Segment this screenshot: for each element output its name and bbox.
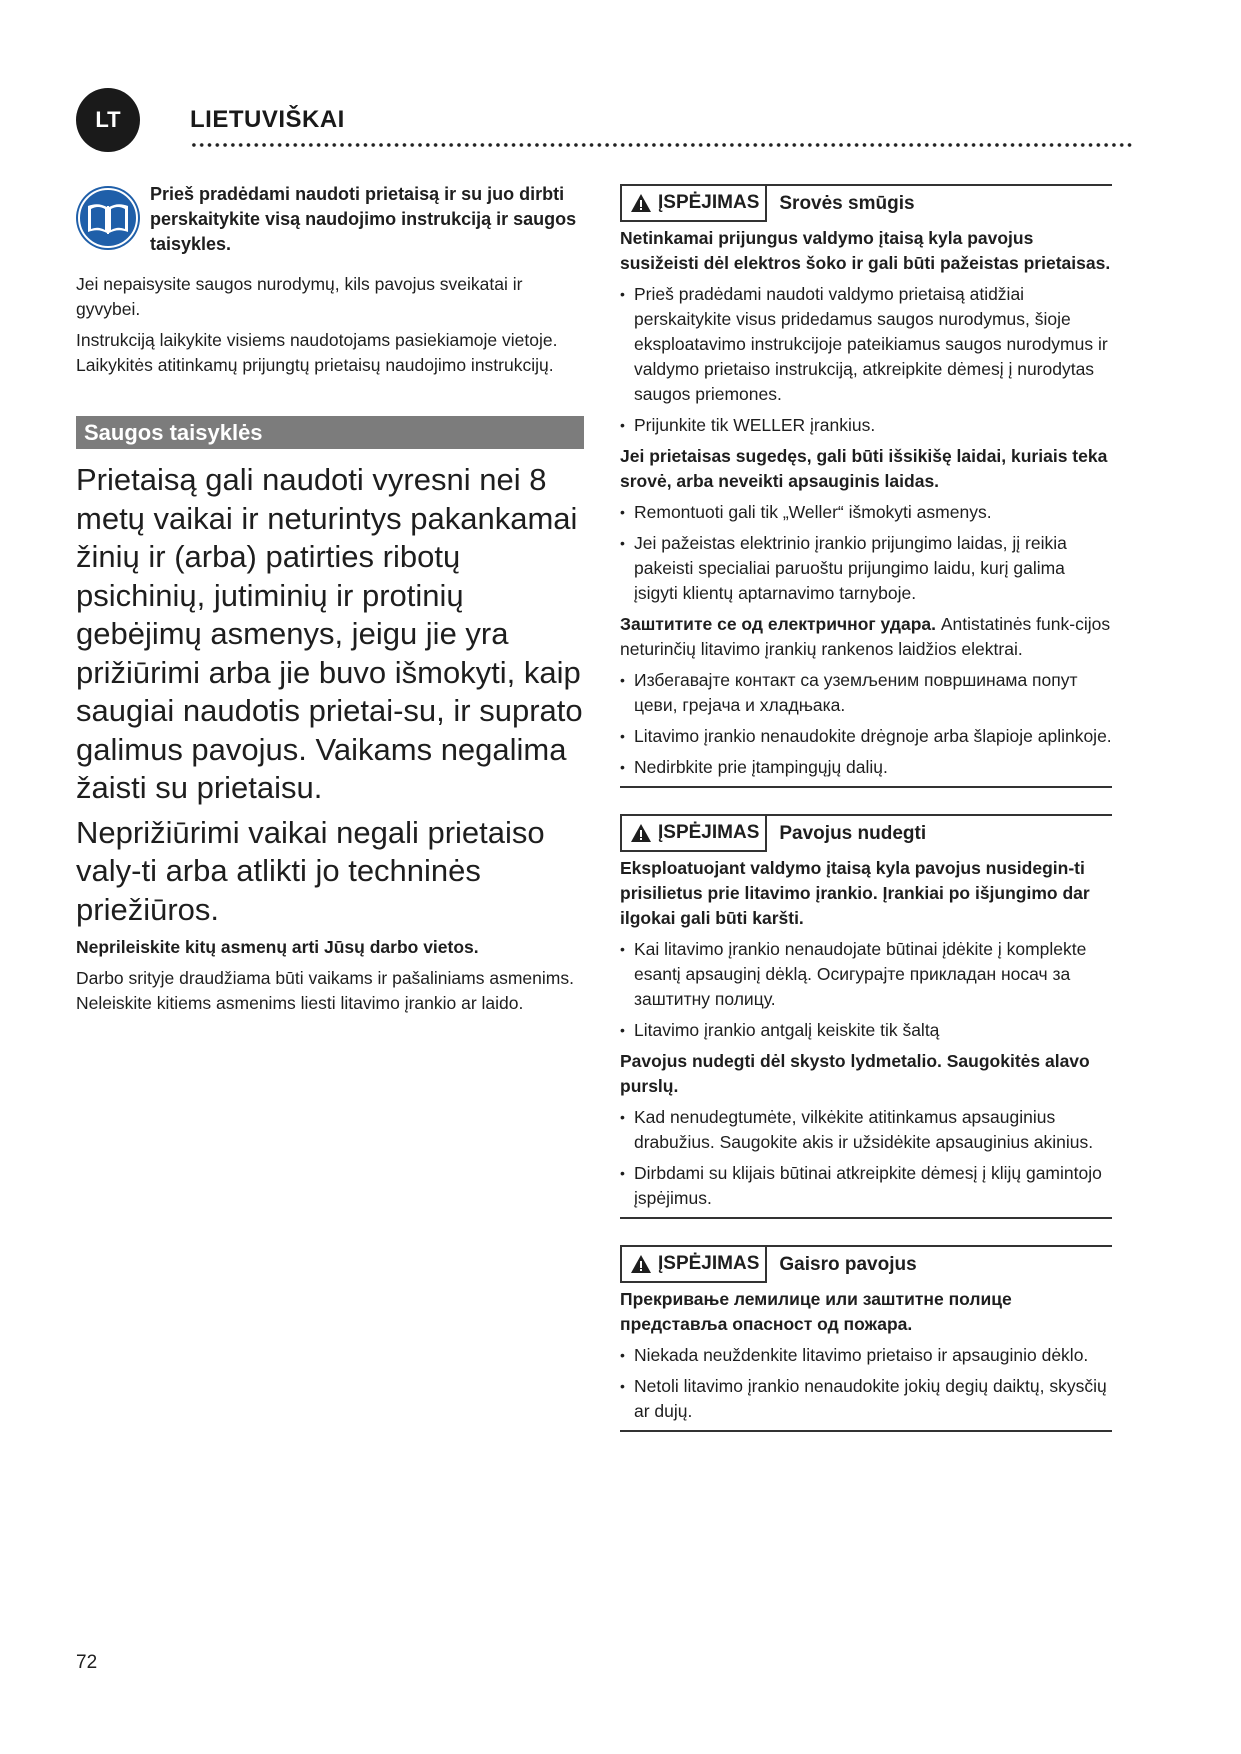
warning-subheading: Jei prietaisas sugedęs, gali būti išsikišę laidai, kuriais teka srovė, arba neveikti apsauginis laidas.: [620, 446, 1108, 491]
section-heading: Saugos taisyklės: [76, 416, 584, 449]
warning-label-text: ĮSPĖJIMAS: [658, 192, 760, 213]
language-badge: LT: [76, 88, 140, 152]
page-title: LIETUVIŠKAI: [190, 106, 345, 133]
warning-header: [620, 814, 1112, 852]
list-item: • Remontuoti gali tik „Weller“ išmokyti asmenys.: [620, 500, 1112, 525]
safety-closing-paragraph: Darbo srityje draudžiama būti vaikams ir pašaliniams asmenims. Neleiskite kitiems asmenims liesti litavimo įrankio ar laido.: [76, 968, 574, 1013]
warning-bullets: [620, 1105, 1112, 1211]
warning-hazard: Gaisro pavojus: [779, 1254, 917, 1275]
list-item: • Dirbdami su klijais būtinai atkreipkite dėmesį į klijų gamintojo įspėjimus.: [620, 1161, 1112, 1211]
warning-bullets: [620, 500, 1112, 606]
list-item: • Jei pažeistas elektrinio įrankio prijungimo laidas, jį reikia pakeisti specialiai paruoštu prijungimo laidu, kurį galima įsigyti klientų aptarnavimo tarnyboje.: [620, 531, 1112, 606]
warning-triangle-icon: [630, 193, 652, 213]
warning-triangle-icon: [630, 1254, 652, 1274]
warning-label: [620, 1247, 767, 1283]
warning-box-bottom-rule: [620, 1430, 1112, 1432]
list-item: • Prijunkite tik WELLER įrankius.: [620, 413, 1112, 438]
warning-lead: Eksploatuojant valdymo įtaisą kyla pavojus nusidegin-ti prisilietus prie litavimo įrankio. Įrankiai po išjungimo dar ilgokai gali būti karšti.: [620, 858, 1090, 928]
warning-triangle-icon: [630, 823, 652, 843]
warning-box-bottom-rule: [620, 1217, 1112, 1219]
warning-bullets: [620, 937, 1112, 1043]
read-note-text: Prieš pradėdami naudoti prietaisą ir su juo dirbti perskaitykite visą naudojimo instrukciją ir saugos taisykles.: [150, 184, 577, 254]
warning-header: [620, 1245, 1112, 1283]
warning-label: [620, 186, 767, 222]
warning-mixed-paragraph: [620, 612, 1112, 662]
safety-paragraph: Neprižiūrimi vaikai negali prietaiso valy-ti arba atlikti jo techninės priežiūros.: [76, 814, 545, 927]
page-number: 72: [76, 1652, 98, 1673]
warning-label-text: ĮSPĖJIMAS: [658, 1253, 760, 1274]
warning-box-electric-shock: [620, 184, 1112, 788]
safety-bold-note: Neprileiskite kitų asmenų arti Jūsų darbo vietos.: [76, 937, 479, 957]
left-column: [76, 182, 584, 1016]
list-item: • Niekada neuždenkite litavimo prietaiso ir apsauginio dėklo.: [620, 1343, 1112, 1368]
warning-box-burn: [620, 814, 1112, 1219]
warning-bullets: [620, 1343, 1112, 1424]
safety-paragraph: Prietaisą gali naudoti vyresni nei 8 metų vaikai ir neturintys pakankamai žinių ir (arba) patirties ribotų psichinių, jutiminių ir protinių gebėjimų asmenys, jeigu jie yra prižiūrimi arba jie buvo išmokyti, kaip saugiai naudotis prietai-su, ir suprato galimus pavojus. Vaikams negalima žaisti su prietaisu.: [76, 462, 583, 805]
warning-label: [620, 816, 767, 852]
read-instructions-note: [76, 182, 584, 266]
list-item: • Netoli litavimo įrankio nenaudokite jokių degių daiktų, skysčių ar dujų.: [620, 1374, 1112, 1424]
warning-lead: Netinkamai prijungus valdymo įtaisą kyla pavojus susižeisti dėl elektros šoko ir gali būti pažeistas prietaisas.: [620, 228, 1111, 273]
warning-lead: Прекривање лемилице или заштитне полице представља опасност од пожара.: [620, 1289, 1012, 1334]
warning-header: [620, 184, 1112, 222]
list-item: • Kad nenudegtumėte, vilkėkite atitinkamus apsauginius drabužius. Saugokite akis ir užsidėkite apsauginius akinius.: [620, 1105, 1112, 1155]
warning-label-text: ĮSPĖJIMAS: [658, 822, 760, 843]
right-column: [620, 184, 1112, 1432]
list-item: • Kai litavimo įrankio nenaudojate būtinai įdėkite į komplekte esantį apsauginį dėklą. Осигурајте прикладан носач за заштитну полицу.: [620, 937, 1112, 1012]
book-icon: [76, 186, 140, 250]
warning-bullets: [620, 282, 1112, 438]
warning-hazard: Srovės smūgis: [779, 193, 915, 214]
warning-subheading: Pavojus nudegti dėl skysto lydmetalio. Saugokitės alavo purslų.: [620, 1051, 1090, 1096]
list-item: • Избегавајте контакт са уземљеним површинама попут цеви, грејача и хладњака.: [620, 668, 1112, 718]
list-item: • Nedirbkite prie įtampingųjų dalių.: [620, 755, 1112, 780]
list-item: • Litavimo įrankio antgalį keiskite tik šaltą: [620, 1018, 1112, 1043]
warning-mixed-rest: Antistatinės funk-cijos neturinčių litavimo įrankių rankenos laidžios elektrai.: [620, 614, 1111, 659]
warning-box-bottom-rule: [620, 786, 1112, 788]
list-item: • Prieš pradėdami naudoti valdymo prietaisą atidžiai perskaitykite visus pridedamus saugos nurodymus, šioje eksploatavimo instrukcijoje pateikiamus saugos nurodymus ir valdymo prietaiso instrukciją, atkreipkite dėmesį į nurodytas saugos priemones.: [620, 282, 1112, 407]
warning-box-fire: [620, 1245, 1112, 1432]
warning-bullets: [620, 668, 1112, 780]
intro-paragraph: Jei nepaisysite saugos nurodymų, kils pavojus sveikatai ir gyvybei.: [76, 274, 523, 319]
list-item: • Litavimo įrankio nenaudokite drėgnoje arba šlapioje aplinkoje.: [620, 724, 1112, 749]
warning-hazard: Pavojus nudegti: [779, 823, 927, 844]
dotted-divider: [190, 141, 1134, 149]
intro-paragraph: Instrukciją laikykite visiems naudotojams pasiekiamoje vietoje. Laikykitės atitinkamų prijungtų prietaisų naudojimo instrukcijų.: [76, 330, 558, 375]
warning-mixed-bold: Заштитите се од електричног удара.: [620, 614, 936, 634]
